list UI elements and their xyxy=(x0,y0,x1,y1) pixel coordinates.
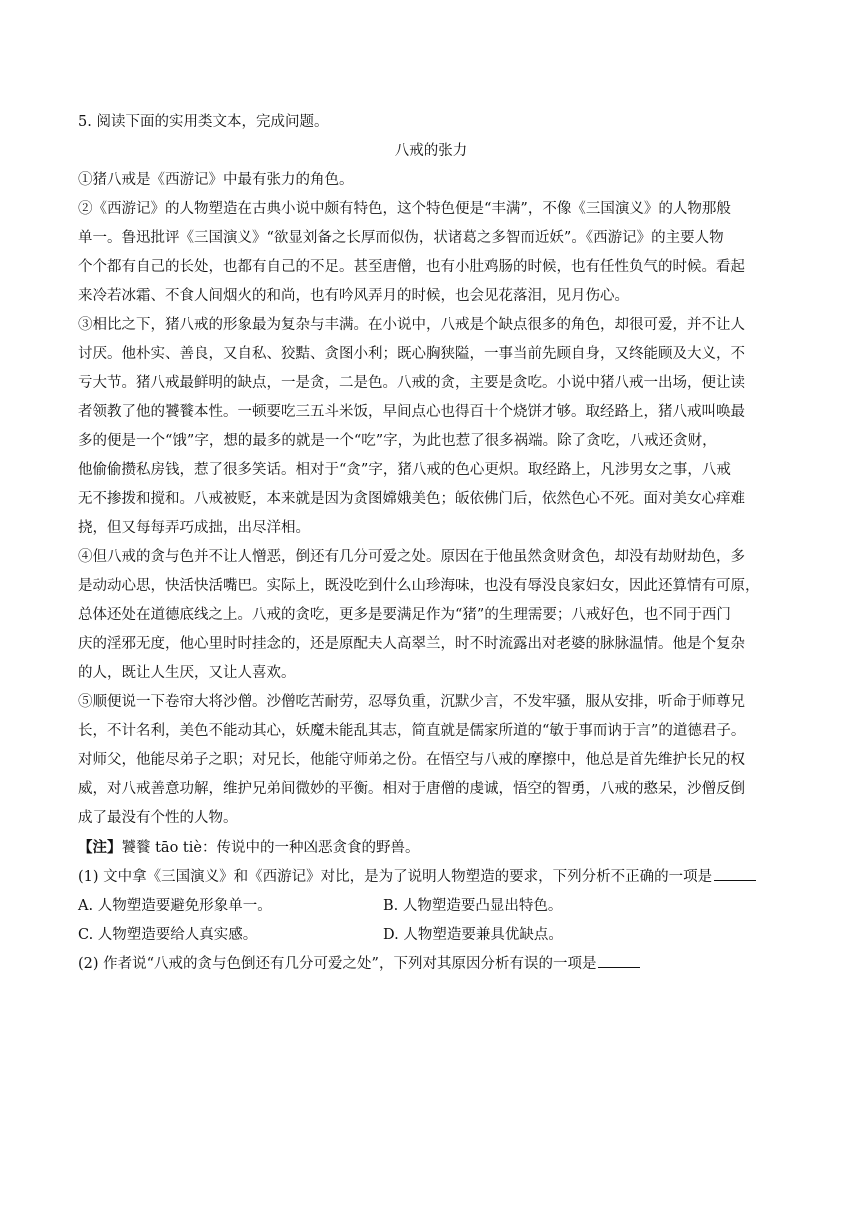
option-b[interactable]: B. 人物塑造要凸显出特色。 xyxy=(383,898,563,914)
paragraph-1 xyxy=(78,166,784,195)
paragraph-line: 挠，但又每每弄巧成拙，出尽洋相。 xyxy=(78,520,310,536)
question-1-stem xyxy=(78,863,784,892)
paragraph-line: ③相比之下，猪八戒的形象最为复杂与丰满。在小说中，八戒是个缺点很多的角色，却很可爱，并不让人 xyxy=(78,317,745,333)
paragraph-2 xyxy=(78,195,784,311)
question-1-options-row-2 xyxy=(78,921,784,950)
paragraph-line: 对师父，他能尽弟子之职；对兄长，他能守师弟之份。在悟空与八戒的摩擦中，他总是首先维护长兄的权 xyxy=(78,752,745,768)
paragraph-5 xyxy=(78,688,784,833)
option-c[interactable]: C. 人物塑造要给人真实感。 xyxy=(78,927,258,943)
question-1-options-row-1 xyxy=(78,892,784,921)
paragraph-3 xyxy=(78,311,784,543)
option-d[interactable]: D. 人物塑造要兼具优缺点。 xyxy=(383,927,563,943)
paragraph-line: 是动动心思，快活快活嘴巴。实际上，既没吃到什么山珍海味，也没有辱没良家妇女，因此还算情有可原， xyxy=(78,578,760,594)
question-2-stem xyxy=(78,950,784,979)
question-1-text: (1) 文中拿《三国演义》和《西游记》对比，是为了说明人物塑造的要求，下列分析不正确的一项是 xyxy=(78,869,713,885)
paragraph-line: 威，对八戒善意功解，维护兄弟间微妙的平衡。相对于唐僧的虔诚，悟空的智勇，八戒的憨呆，沙僧反倒 xyxy=(78,781,745,797)
paragraph-line: 讨厌。他朴实、善良，又自私、狡黠、贪图小利；既心胸狭隘，一事当前先顾自身，又终能顾及大义，不 xyxy=(78,346,745,362)
document-page xyxy=(78,108,784,979)
answer-blank-1[interactable] xyxy=(714,866,756,881)
option-a[interactable]: A. 人物塑造要避免形象单一。 xyxy=(78,898,272,914)
paragraph-line: 单一。鲁迅批评《三国演义》“欲显刘备之长厚而似伪，状诸葛之多智而近妖”。《西游记》的主要人物 xyxy=(78,230,724,246)
article-title: 八戒的张力 xyxy=(394,143,468,159)
paragraph-line: 个个都有自己的长处，也都有自己的不足。甚至唐僧，也有小肚鸡肠的时候，也有任性负气的时候。看起 xyxy=(78,259,745,275)
paragraph-line: 总体还处在道德底线之上。八戒的贪吃，更多是要满足作为“猪”的生理需要；八戒好色，也不同于西门 xyxy=(78,607,731,623)
paragraph-line: ⑤顺便说一下卷帘大将沙僧。沙僧吃苦耐劳，忍辱负重，沉默少言，不发牢骚，服从安排，听命于师尊兄 xyxy=(78,694,745,710)
paragraph-line: 来冷若冰霜、不食人间烟火的和尚，也有吟风弄月的时候，也会见花落泪，见月伤心。 xyxy=(78,288,629,304)
paragraph-line: 者领教了他的饕餮本性。一顿要吃三五斗米饭，早间点心也得百十个烧饼才够。取经路上，猪八戒叫唤最 xyxy=(78,404,745,420)
article-body xyxy=(78,166,784,833)
paragraph-4 xyxy=(78,543,784,688)
paragraph-line: ④但八戒的贪与色并不让人憎恶，倒还有几分可爱之处。原因在于他虽然贪财贪色，却没有劫财劫色，多 xyxy=(78,549,745,565)
paragraph-line: ②《西游记》的人物塑造在古典小说中颇有特色，这个特色便是“丰满”，不像《三国演义》的人物那般 xyxy=(78,201,731,217)
paragraph-line: ①猪八戒是《西游记》中最有张力的角色。 xyxy=(78,172,354,188)
question-2-text: (2) 作者说“八戒的贪与色倒还有几分可爱之处”，下列对其原因分析有误的一项是 xyxy=(78,956,597,972)
annotation-head: 【注】 xyxy=(78,839,122,856)
paragraph-line: 无不掺拨和搅和。八戒被贬，本来就是因为贪图嫦娥美色；皈依佛门后，依然色心不死。面对美女心痒难 xyxy=(78,491,745,507)
paragraph-line: 庆的淫邪无度，他心里时时挂念的，还是原配夫人高翠兰，时不时流露出对老婆的脉脉温情。他是个复杂 xyxy=(78,636,745,652)
annotation xyxy=(78,833,784,863)
question-intro: 5. 阅读下面的实用类文本，完成问题。 xyxy=(78,114,329,130)
paragraph-line: 他偷偷攒私房钱，惹了很多笑话。相对于“贪”字，猪八戒的色心更炽。取经路上，凡涉男女之事，八戒 xyxy=(78,462,731,478)
annotation-text: 饕餮 tāo tiè：传说中的一种凶恶贪食的野兽。 xyxy=(121,840,420,856)
answer-blank-2[interactable] xyxy=(598,953,640,968)
paragraph-line: 成了最没有个性的人物。 xyxy=(78,810,238,826)
paragraph-line: 多的便是一个“饿”字，想的最多的就是一个“吃”字，为此也惹了很多祸端。除了贪吃，八戒还贪财， xyxy=(78,433,717,449)
paragraph-line: 长，不计名利，美色不能动其心，妖魔未能乱其志，简直就是儒家所道的“敏于事而讷于言”的道德君子。 xyxy=(78,723,746,739)
paragraph-line: 亏大节。猪八戒最鲜明的缺点，一是贪，二是色。八戒的贪，主要是贪吃。小说中猪八戒一出场，便让读 xyxy=(78,375,745,391)
paragraph-line: 的人，既让人生厌，又让人喜欢。 xyxy=(78,665,296,681)
